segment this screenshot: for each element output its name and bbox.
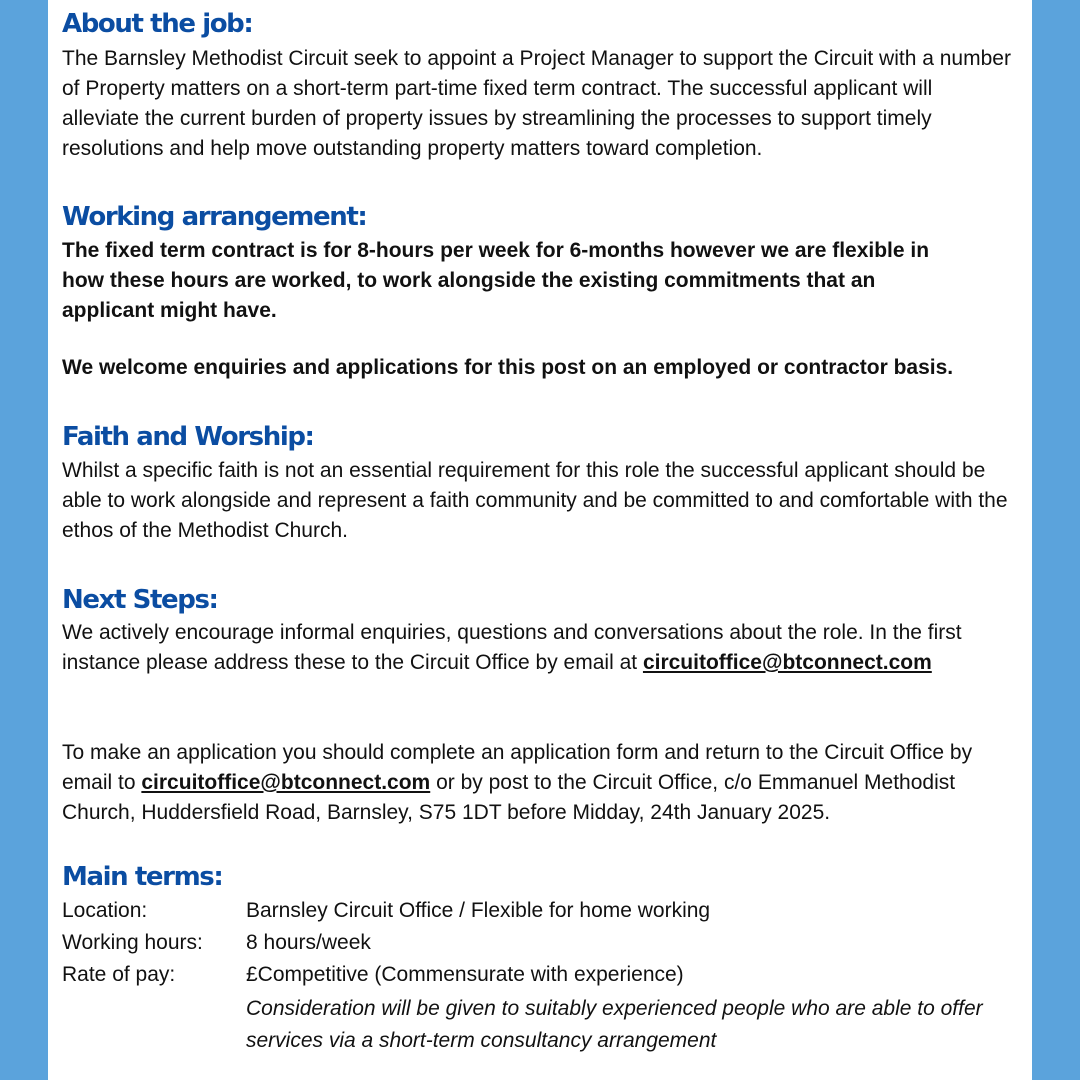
next-text-2 (62, 738, 1012, 828)
next-text-2-end: or by post to the Circuit Office, c/o Emmanuel Methodist Church, Huddersfield Road, Barnsley, S75 1DT before Midday, 24th January 2025. (62, 771, 956, 824)
working-heading: Working arrangement: (62, 202, 367, 232)
email-link-2[interactable]: circuitoffice@btconnect.com (141, 771, 431, 794)
working-line-1: The fixed term contract is for 8-hours per week for 6-months however we are flexible in (62, 239, 930, 262)
term-label-location: Location: (62, 899, 148, 922)
next-text-1-body: We actively encourage informal enquiries, questions and conversations about the role. In the first instance please address these to the Circuit Office by email at (62, 621, 962, 674)
term-value-pay: £Competitive (Commensurate with experience) (246, 963, 684, 986)
document-page (48, 0, 1032, 1080)
term-value-hours: 8 hours/week (246, 931, 371, 954)
next-text-2-start: To make an application you should complete an application form and return to the Circuit Office by email to (62, 741, 973, 794)
working-text (62, 236, 1012, 326)
working-welcome: We welcome enquiries and applications for this post on an employed or contractor basis. (62, 356, 954, 379)
term-label-hours: Working hours: (62, 931, 203, 954)
email-link[interactable]: circuitoffice@btconnect.com (642, 651, 932, 674)
next-heading: Next Steps: (62, 585, 218, 615)
faith-text: Whilst a specific faith is not an essential requirement for this role the successful applicant should be able to work alongside and represent a faith community and be committed to and comfortable with the ethos of the Methodist Church. (62, 459, 1008, 542)
faith-heading: Faith and Worship: (62, 422, 314, 452)
about-text: The Barnsley Methodist Circuit seek to appoint a Project Manager to support the Circuit with a number of Property matters on a short-term part-time fixed term contract. The successful applicant will alleviate the current burden of property issues by streamlining the processes to support timely resolutions and help move outstanding property matters toward completion. (62, 47, 1011, 160)
next-text-1 (62, 618, 1012, 678)
term-label-pay: Rate of pay: (62, 963, 176, 986)
term-pay-note: Consideration will be given to suitably experienced people who are able to offer services via a short-term consultancy arrangement (246, 997, 983, 1052)
terms-heading: Main terms: (62, 862, 223, 892)
working-line-3: applicant might have. (62, 299, 277, 322)
term-value-location: Barnsley Circuit Office / Flexible for home working (246, 899, 711, 922)
working-line-2: how these hours are worked, to work alongside the existing commitments that an (62, 269, 876, 292)
about-heading: About the job: (62, 9, 253, 39)
